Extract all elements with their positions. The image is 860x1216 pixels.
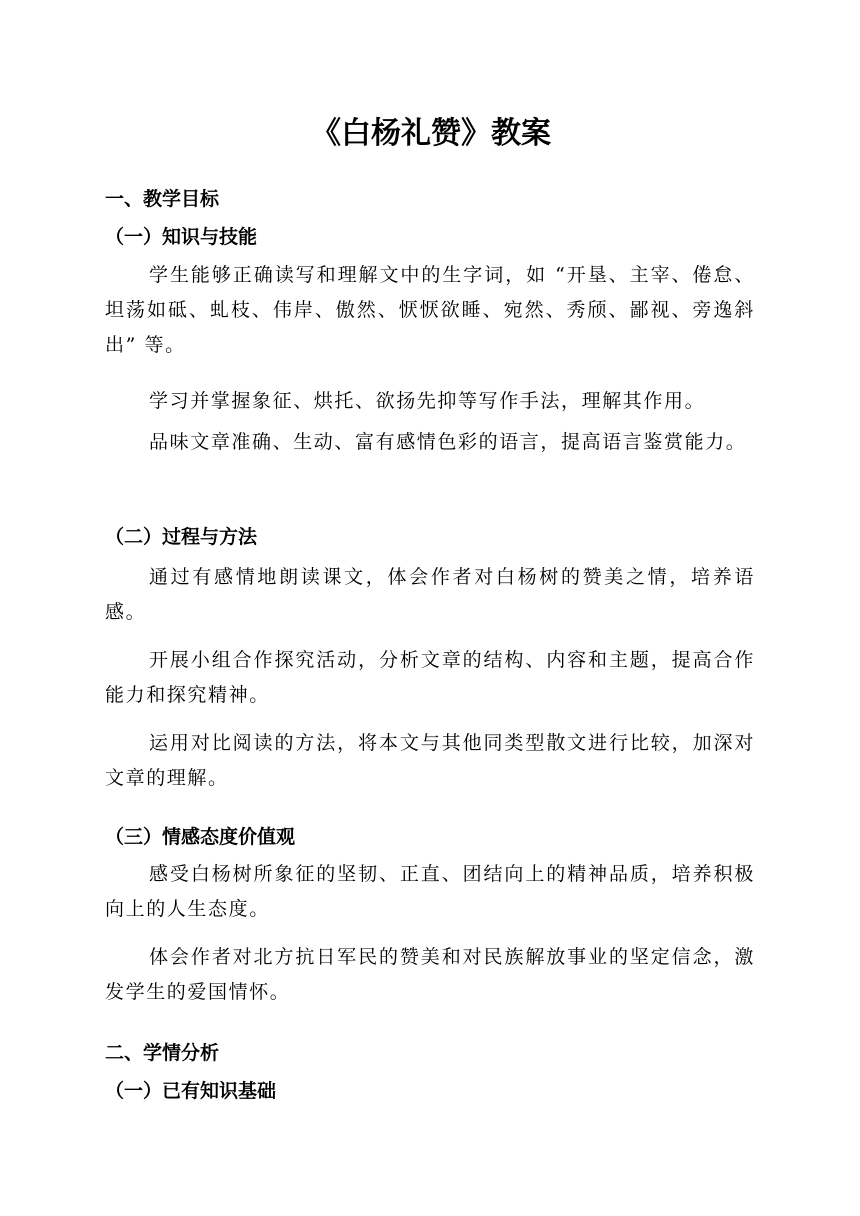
section-heading-student-analysis: 二、学情分析 xyxy=(105,1042,220,1064)
subsection-heading-emotion-values: （三）情感态度价值观 xyxy=(105,826,296,848)
section-heading-teaching-goals: 一、教学目标 xyxy=(105,188,220,210)
document-title: 《白杨礼赞》教案 xyxy=(311,116,551,151)
paragraph: 运用对比阅读的方法，将本文与其他同类型散文进行比较，加深对文章的理解。 xyxy=(105,732,755,789)
paragraph: 学习并掌握象征、烘托、欲扬先抑等写作手法，理解其作用。 xyxy=(149,390,706,412)
paragraph: 体会作者对北方抗日军民的赞美和对民族解放事业的坚定信念，激发学生的爱国情怀。 xyxy=(105,946,755,1003)
paragraph: 通过有感情地朗读课文，体会作者对白杨树的赞美之情，培养语感。 xyxy=(105,566,755,623)
subsection-heading-process-methods: （二）过程与方法 xyxy=(105,526,258,548)
paragraph: 品味文章准确、生动、富有感情色彩的语言，提高语言鉴赏能力。 xyxy=(149,431,747,453)
paragraph: 学生能够正确读写和理解文中的生字词，如 “开垦、主宰、倦怠、坦荡如砥、虬枝、伟岸、傲然、恹恹欲睡、宛然、秀颀、鄙视、旁逸斜出” 等。 xyxy=(105,264,755,356)
paragraph: 感受白杨树所象征的坚韧、正直、团结向上的精神品质，培养积极向上的人生态度。 xyxy=(105,863,755,920)
paragraph: 开展小组合作探究活动，分析文章的结构、内容和主题，提高合作能力和探究精神。 xyxy=(105,649,755,706)
subsection-heading-existing-knowledge: （一）已有知识基础 xyxy=(105,1080,277,1102)
subsection-heading-knowledge-skills: （一）知识与技能 xyxy=(105,226,258,248)
